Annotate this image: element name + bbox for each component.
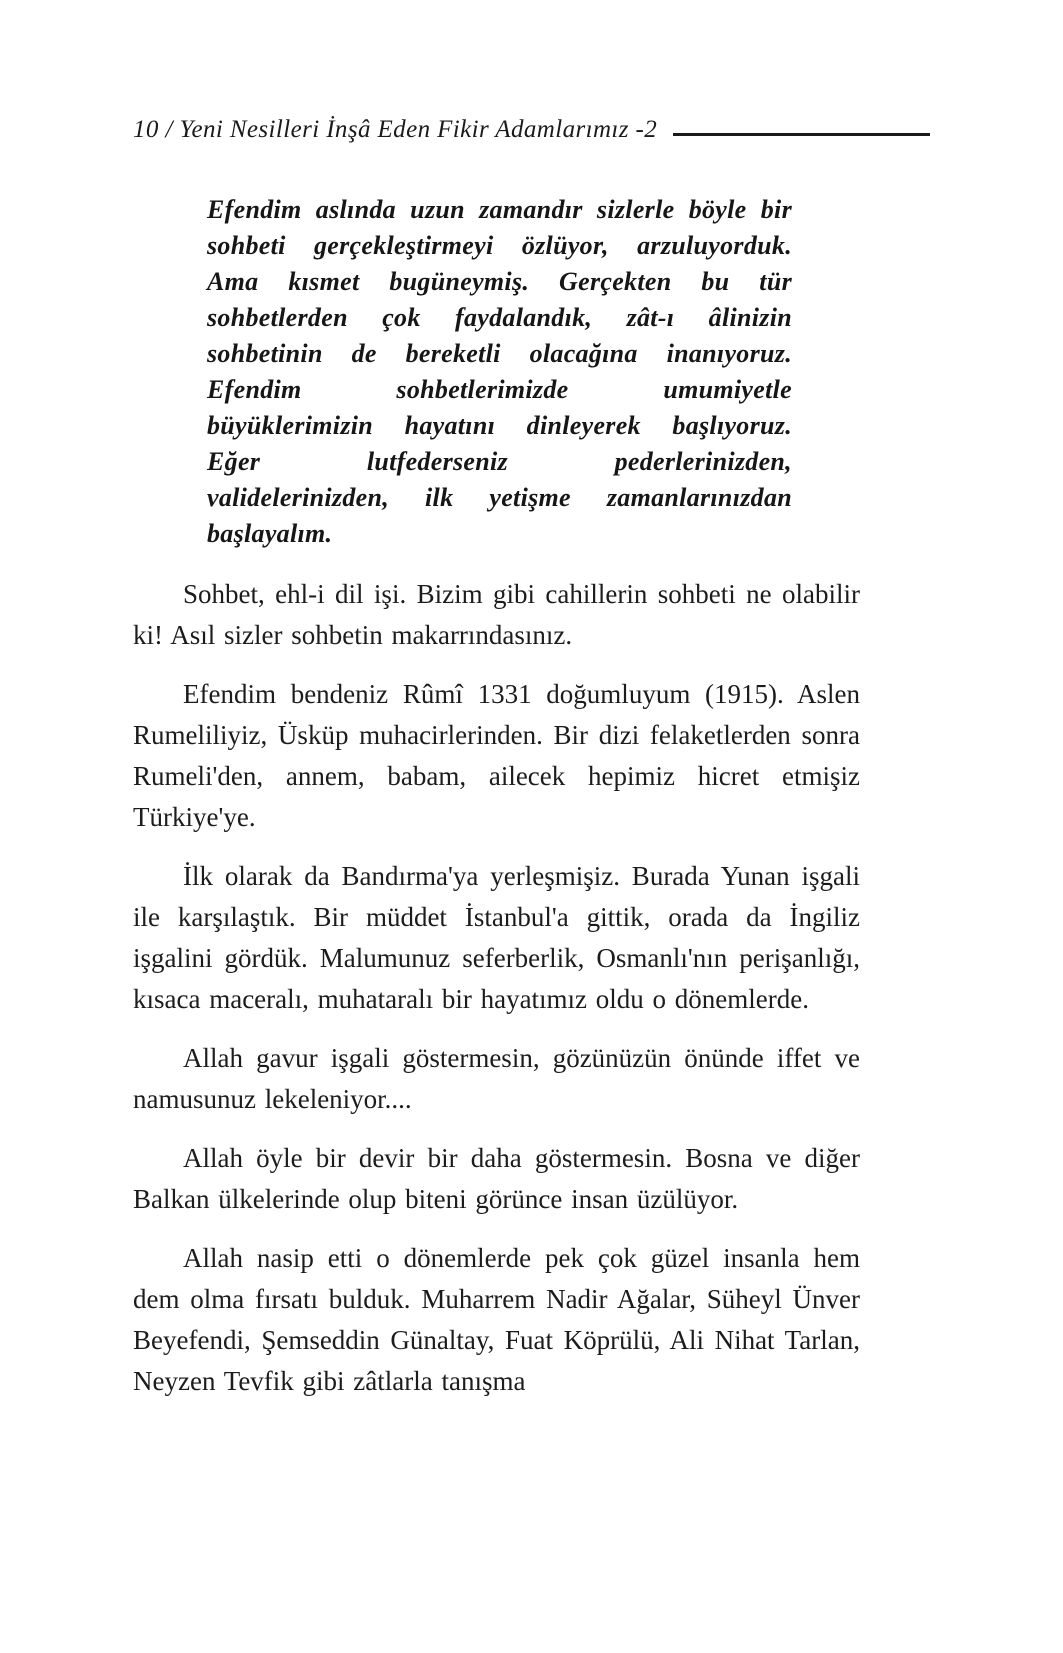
page-content [133,192,860,1420]
page-header-text: 10 / Yeni Nesilleri İnşâ Eden Fikir Adamlarımız -2 [133,116,658,143]
body-paragraph: Sohbet, ehl-i dil işi. Bizim gibi cahillerin sohbeti ne olabilir ki! Asıl sizler sohbetin makarrındasınız. [133,579,860,650]
quote-paragraph: Efendim aslında uzun zamandır sizlerle böyle bir sohbeti gerçekleştirmeyi özlüyor, arzuluyorduk. Ama kısmet bugüneymiş. Gerçekten bu tür sohbetlerden çok faydalandık, zât-ı âlinizin sohbetinin de bereketli olacağına inanıyoruz. Efendim sohbetlerimizde umumiyetle büyüklerimizin hayatını dinleyerek başlıyoruz. Eğer lutfederseniz pederlerinizden, validelerinizden, ilk yetişme zamanlarınızdan başlayalım. [207,195,792,548]
body-paragraph: Efendim bendeniz Rûmî 1331 doğumluyum (1915). Aslen Rumeliliyiz, Üsküp muhacirlerinden. Bir dizi felaketlerden sonra Rumeli'den, annem, babam, ailecek hepimiz hicret etmişiz Türkiye'ye. [133,679,860,832]
body-paragraph: Allah nasip etti o dönemlerde pek çok güzel insanla hem dem olma fırsatı bulduk. Muharrem Nadir Ağalar, Süheyl Ünver Beyefendi, Şemseddin Günaltay, Fuat Köprülü, Ali Nihat Tarlan, Neyzen Tevfik gibi zâtlarla tanışma [133,1243,860,1396]
body-paragraph: Allah gavur işgali göstermesin, gözünüzün önünde iffet ve namusunuz lekeleniyor.... [133,1043,860,1114]
header-rule [673,133,930,136]
page-header [133,116,930,144]
body-paragraph: İlk olarak da Bandırma'ya yerleşmişiz. Burada Yunan işgali ile karşılaştık. Bir müddet İstanbul'a gittik, orada da İngiliz işgalini gördük. Malumunuz seferberlik, Osmanlı'nın perişanlığı, kısaca maceralı, muhataralı bir hayatımız oldu o dönemlerde. [133,861,860,1014]
body-paragraph: Allah öyle bir devir bir daha göstermesin. Bosna ve diğer Balkan ülkelerinde olup biteni görünce insan üzülüyor. [133,1143,860,1214]
